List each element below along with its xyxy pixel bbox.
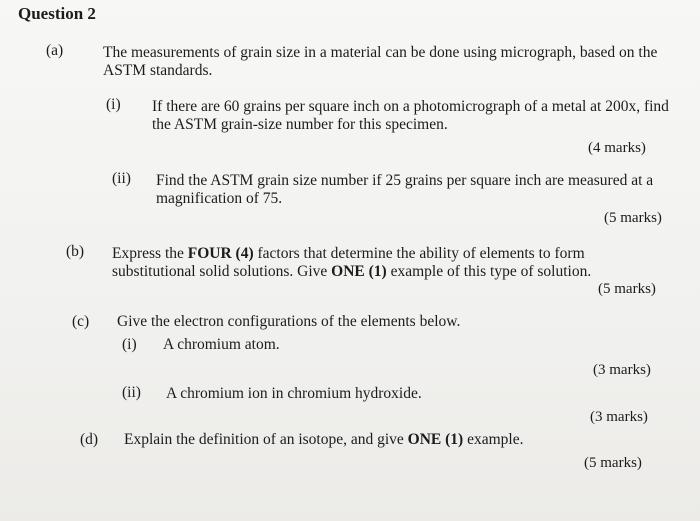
part-b-text: Express the FOUR (4) factors that determine the ability of elements to form substitutional solid solutions. Give ONE (1) example of this type of solution.: [112, 245, 592, 280]
part-c-i-label: (i): [122, 336, 137, 353]
part-a-ii-marks: (5 marks): [604, 210, 662, 226]
part-c-intro: Give the electron configurations of the elements below.: [117, 313, 461, 330]
question-title: Question 2: [18, 4, 96, 23]
part-d-label: (d): [80, 431, 99, 448]
part-d-text: Explain the definition of an isotope, and give ONE (1) example.: [124, 431, 524, 448]
part-a-ii-label: (ii): [112, 170, 131, 187]
part-c-i-text: A chromium atom.: [163, 336, 280, 353]
part-a-i-marks: (4 marks): [588, 140, 646, 156]
part-a-label: (a): [46, 42, 64, 59]
part-a-ii-text: Find the ASTM grain size number if 25 grains per square inch are measured at a magnification of 75.: [156, 172, 654, 207]
part-c-ii-text: A chromium ion in chromium hydroxide.: [166, 385, 422, 402]
part-c-label: (c): [72, 313, 90, 330]
part-c-ii-marks: (3 marks): [590, 409, 648, 425]
part-a-i-label: (i): [106, 96, 121, 113]
part-c-ii-label: (ii): [122, 384, 141, 401]
part-b-marks: (5 marks): [598, 281, 656, 297]
part-a-intro: The measurements of grain size in a material can be done using micrograph, based on the ASTM standards.: [103, 44, 658, 79]
part-a-i-text: If there are 60 grains per square inch on a photomicrograph of a metal at 200x, find the ASTM grain-size number for this specimen.: [152, 98, 669, 133]
part-b-label: (b): [66, 243, 85, 260]
part-c-i-marks: (3 marks): [593, 362, 651, 378]
part-d-marks: (5 marks): [584, 455, 642, 471]
